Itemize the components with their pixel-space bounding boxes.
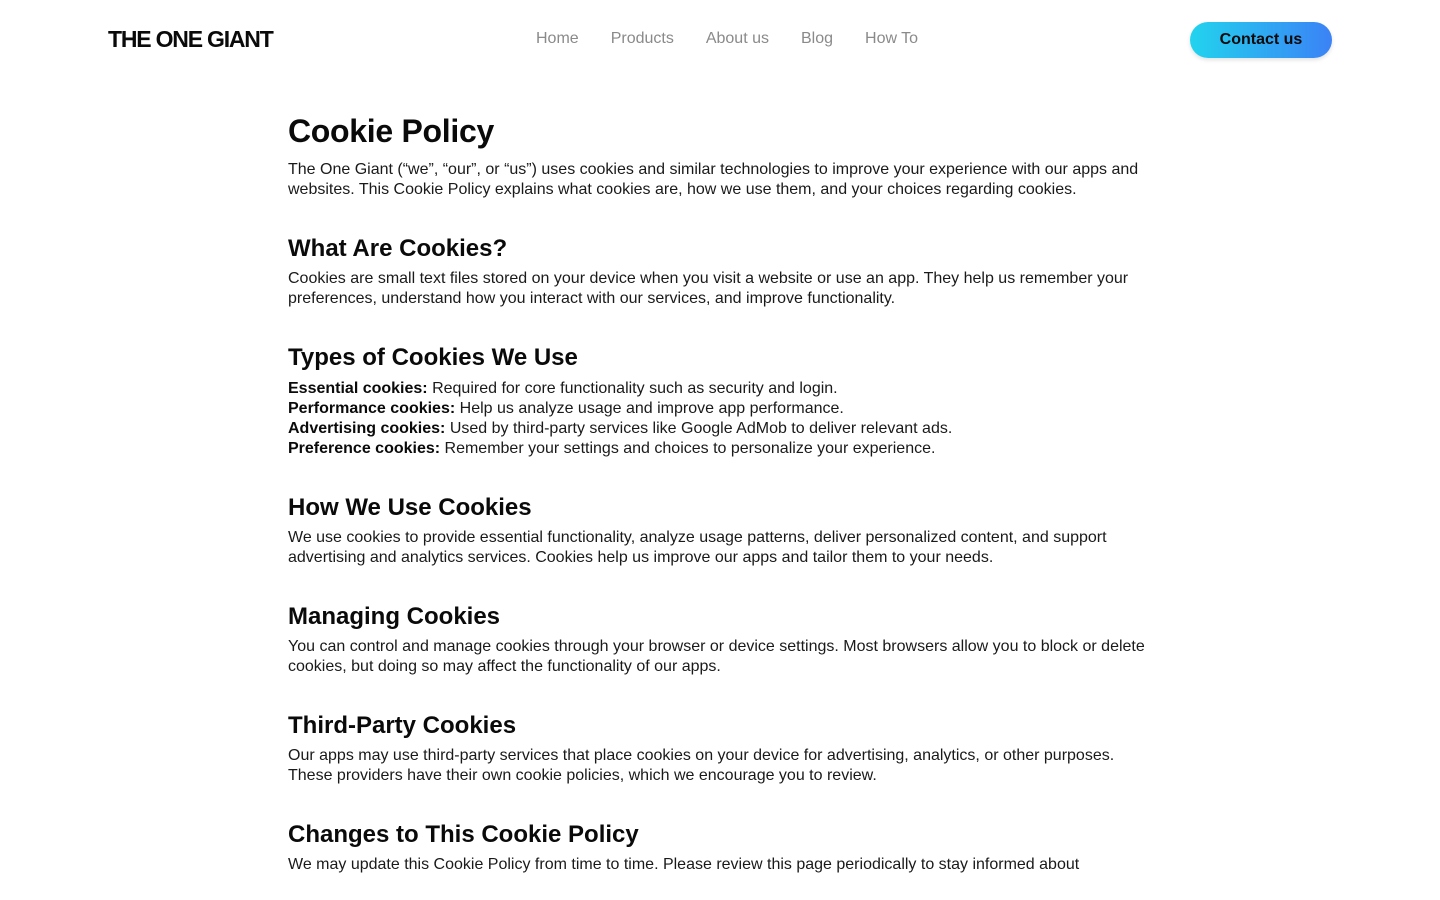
cookie-type-desc: Remember your settings and choices to personalize your experience. [440,440,936,457]
section-body: Cookies are small text files stored on your device when you visit a website or use an app. They help us remember your preferences, understand how you interact with our services, and improve functionality. [288,270,1129,307]
section-heading: What Are Cookies? [288,235,508,262]
site-logo[interactable]: THE ONE GIANT [108,26,273,52]
section-managing-cookies [288,602,1152,677]
nav-link-how-to[interactable]: How To [865,30,919,47]
section-types-of-cookies [288,343,1152,459]
section-body: Our apps may use third-party services that place cookies on your device for advertising, analytics, or other purposes. These providers have their own cookie policies, which we encourage you to review. [288,747,1115,784]
cookie-type-desc: Help us analyze usage and improve app performance. [455,400,844,417]
section-how-we-use-cookies [288,493,1152,568]
nav-link-products[interactable]: Products [610,30,674,47]
section-heading: Third-Party Cookies [288,712,517,739]
main-content [288,110,1152,875]
cookie-type-term: Performance cookies: [288,400,456,417]
cookie-types-list [288,379,1152,459]
contact-us-button[interactable]: Contact us [1190,22,1332,58]
list-item [288,439,1152,459]
section-heading: Types of Cookies We Use [288,344,578,371]
section-body: We use cookies to provide essential functionality, analyze usage patterns, deliver personalized content, and support advertising and analytics services. Cookies help us improve our apps and tailor them to your needs. [288,529,1107,566]
section-heading: Changes to This Cookie Policy [288,821,639,848]
cookie-type-term: Preference cookies: [288,440,441,457]
section-body: You can control and manage cookies through your browser or device settings. Most browsers allow you to block or delete cookies, but doing so may affect the functionality of our apps. [288,638,1145,675]
site-header [0,0,1440,80]
section-heading: How We Use Cookies [288,494,532,521]
cookie-type-desc: Required for core functionality such as security and login. [427,380,838,397]
cookie-type-term: Essential cookies: [288,380,428,397]
cookie-type-term: Advertising cookies: [288,420,446,437]
section-what-are-cookies [288,234,1152,309]
section-third-party-cookies [288,711,1152,786]
nav-link-home[interactable]: Home [536,30,579,47]
cookie-type-desc: Used by third-party services like Google AdMob to deliver relevant ads. [445,420,953,437]
list-item [288,399,1152,419]
main-nav [536,30,918,48]
section-changes-to-policy [288,820,1152,875]
intro-paragraph: The One Giant (“we”, “our”, or “us”) uses cookies and similar technologies to improve your experience with our apps and websites. This Cookie Policy explains what cookies are, how we use them, and your choices regarding cookies. [288,161,1139,198]
list-item [288,379,1152,399]
section-body: We may update this Cookie Policy from time to time. Please review this page periodically to stay informed about [288,856,1080,873]
page-title: Cookie Policy [288,113,494,149]
nav-link-blog[interactable]: Blog [800,30,834,47]
nav-link-about-us[interactable]: About us [705,30,769,47]
list-item [288,419,1152,439]
section-heading: Managing Cookies [288,603,501,630]
